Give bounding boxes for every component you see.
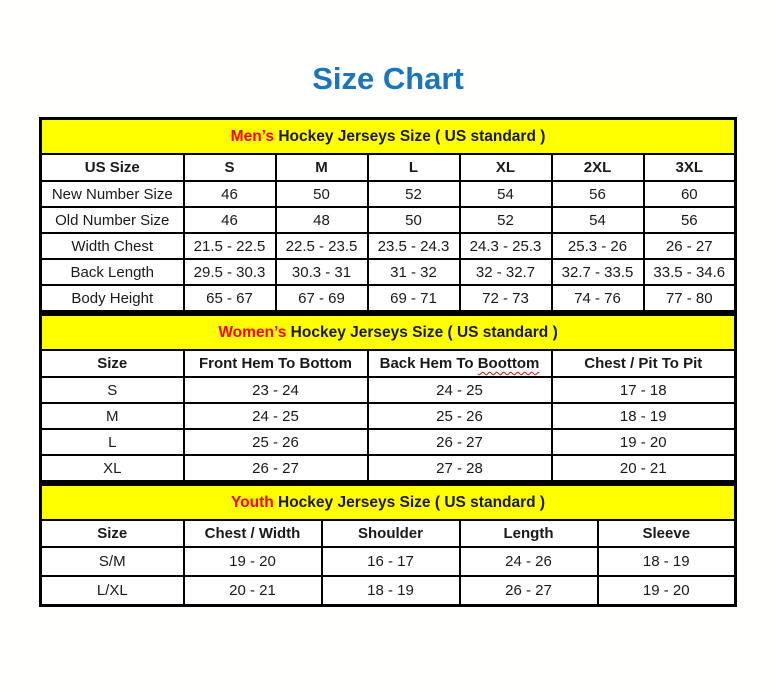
mens-section-title [41, 119, 736, 155]
size-value: 22.5 - 23.5 [276, 233, 368, 259]
size-value: 21.5 - 22.5 [184, 233, 276, 259]
womens-col-header-back-hem [368, 350, 552, 377]
size-value: 16 - 17 [322, 547, 460, 576]
row-label: M [41, 403, 184, 429]
size-value: 31 - 32 [368, 259, 460, 285]
size-value: 25 - 26 [184, 429, 368, 455]
size-value: 20 - 21 [184, 576, 322, 606]
row-label: New Number Size [41, 181, 184, 207]
size-value: 27 - 28 [368, 455, 552, 482]
row-label: Width Chest [41, 233, 184, 259]
size-value: 56 [644, 207, 736, 233]
mens-size-table [39, 117, 737, 313]
size-value: 25.3 - 26 [552, 233, 644, 259]
row-label: Back Length [41, 259, 184, 285]
size-value: 65 - 67 [184, 285, 276, 312]
page-title: Size Chart [312, 61, 464, 96]
womens-section-title-rest: Hockey Jerseys Size ( US standard ) [286, 323, 558, 341]
youth-col-header-sleeve: Sleeve [598, 520, 736, 547]
womens-size-table [39, 313, 737, 483]
mens-col-header-m: M [276, 154, 368, 181]
youth-section-title-rest: Hockey Jerseys Size ( US standard ) [273, 493, 546, 511]
size-value: 26 - 27 [184, 455, 368, 482]
youth-section-header-row [41, 485, 736, 521]
mens-col-header-l: L [368, 154, 460, 181]
size-value: 17 - 18 [552, 377, 736, 403]
size-value: 19 - 20 [552, 429, 736, 455]
mens-row-width-chest [41, 233, 736, 259]
mens-row-new-number-size [41, 181, 736, 207]
size-value: 24 - 25 [368, 377, 552, 403]
size-value: 46 [184, 207, 276, 233]
size-value: 54 [552, 207, 644, 233]
size-value: 50 [276, 181, 368, 207]
row-label: XL [41, 455, 184, 482]
womens-row-s [41, 377, 736, 403]
row-label: S/M [41, 547, 184, 576]
size-value: 23 - 24 [184, 377, 368, 403]
womens-row-l [41, 429, 736, 455]
size-value: 19 - 20 [598, 576, 736, 606]
youth-row-sm [41, 547, 736, 576]
row-label: L [41, 429, 184, 455]
mens-col-header-s: S [184, 154, 276, 181]
size-value: 77 - 80 [644, 285, 736, 312]
youth-row-lxl [41, 576, 736, 606]
mens-section-title-rest: Hockey Jerseys Size ( US standard ) [274, 127, 546, 145]
youth-section-title-highlight: Youth [230, 493, 274, 511]
mens-column-header-row [41, 154, 736, 181]
womens-col-header-chest: Chest / Pit To Pit [552, 350, 736, 377]
size-value: 60 [644, 181, 736, 207]
size-value: 33.5 - 34.6 [644, 259, 736, 285]
size-value: 25 - 26 [368, 403, 552, 429]
size-value: 24 - 26 [460, 547, 598, 576]
size-value: 24.3 - 25.3 [460, 233, 552, 259]
row-label: L/XL [41, 576, 184, 606]
back-hem-misspelled-word: Boottom [477, 355, 540, 373]
mens-row-back-length [41, 259, 736, 285]
mens-col-header-3xl: 3XL [644, 154, 736, 181]
row-label: Old Number Size [41, 207, 184, 233]
mens-col-header-xl: XL [460, 154, 552, 181]
row-label: S [41, 377, 184, 403]
youth-col-header-chest-width: Chest / Width [184, 520, 322, 547]
size-value: 18 - 19 [598, 547, 736, 576]
size-value: 18 - 19 [322, 576, 460, 606]
back-hem-label-prefix: Back Hem To [379, 355, 478, 373]
womens-row-xl [41, 455, 736, 482]
mens-section-title-highlight: Men’s [230, 127, 275, 145]
size-value: 67 - 69 [276, 285, 368, 312]
womens-row-m [41, 403, 736, 429]
size-value: 29.5 - 30.3 [184, 259, 276, 285]
mens-row-body-height [41, 285, 736, 312]
mens-section-header-row [41, 119, 736, 155]
size-value: 69 - 71 [368, 285, 460, 312]
mens-col-header-us-size: US Size [41, 154, 184, 181]
youth-col-header-size: Size [41, 520, 184, 547]
size-value: 30.3 - 31 [276, 259, 368, 285]
size-value: 26 - 27 [368, 429, 552, 455]
womens-section-title-highlight: Women’s [218, 323, 287, 341]
youth-col-header-shoulder: Shoulder [322, 520, 460, 547]
womens-section-header-row [41, 315, 736, 351]
size-value: 52 [368, 181, 460, 207]
womens-col-header-size: Size [41, 350, 184, 377]
size-value: 20 - 21 [552, 455, 736, 482]
size-value: 32 - 32.7 [460, 259, 552, 285]
size-value: 46 [184, 181, 276, 207]
size-value: 74 - 76 [552, 285, 644, 312]
size-value: 24 - 25 [184, 403, 368, 429]
size-value: 50 [368, 207, 460, 233]
mens-row-old-number-size [41, 207, 736, 233]
row-label: Body Height [41, 285, 184, 312]
size-value: 19 - 20 [184, 547, 322, 576]
womens-section-title [41, 315, 736, 351]
size-value: 26 - 27 [460, 576, 598, 606]
youth-col-header-length: Length [460, 520, 598, 547]
size-value: 26 - 27 [644, 233, 736, 259]
size-value: 56 [552, 181, 644, 207]
womens-column-header-row [41, 350, 736, 377]
mens-col-header-2xl: 2XL [552, 154, 644, 181]
size-value: 54 [460, 181, 552, 207]
size-value: 72 - 73 [460, 285, 552, 312]
size-value: 18 - 19 [552, 403, 736, 429]
youth-size-table [39, 483, 737, 607]
size-value: 23.5 - 24.3 [368, 233, 460, 259]
size-value: 52 [460, 207, 552, 233]
youth-column-header-row [41, 520, 736, 547]
size-value: 48 [276, 207, 368, 233]
youth-section-title [41, 485, 736, 521]
size-value: 32.7 - 33.5 [552, 259, 644, 285]
womens-col-header-front-hem: Front Hem To Bottom [184, 350, 368, 377]
